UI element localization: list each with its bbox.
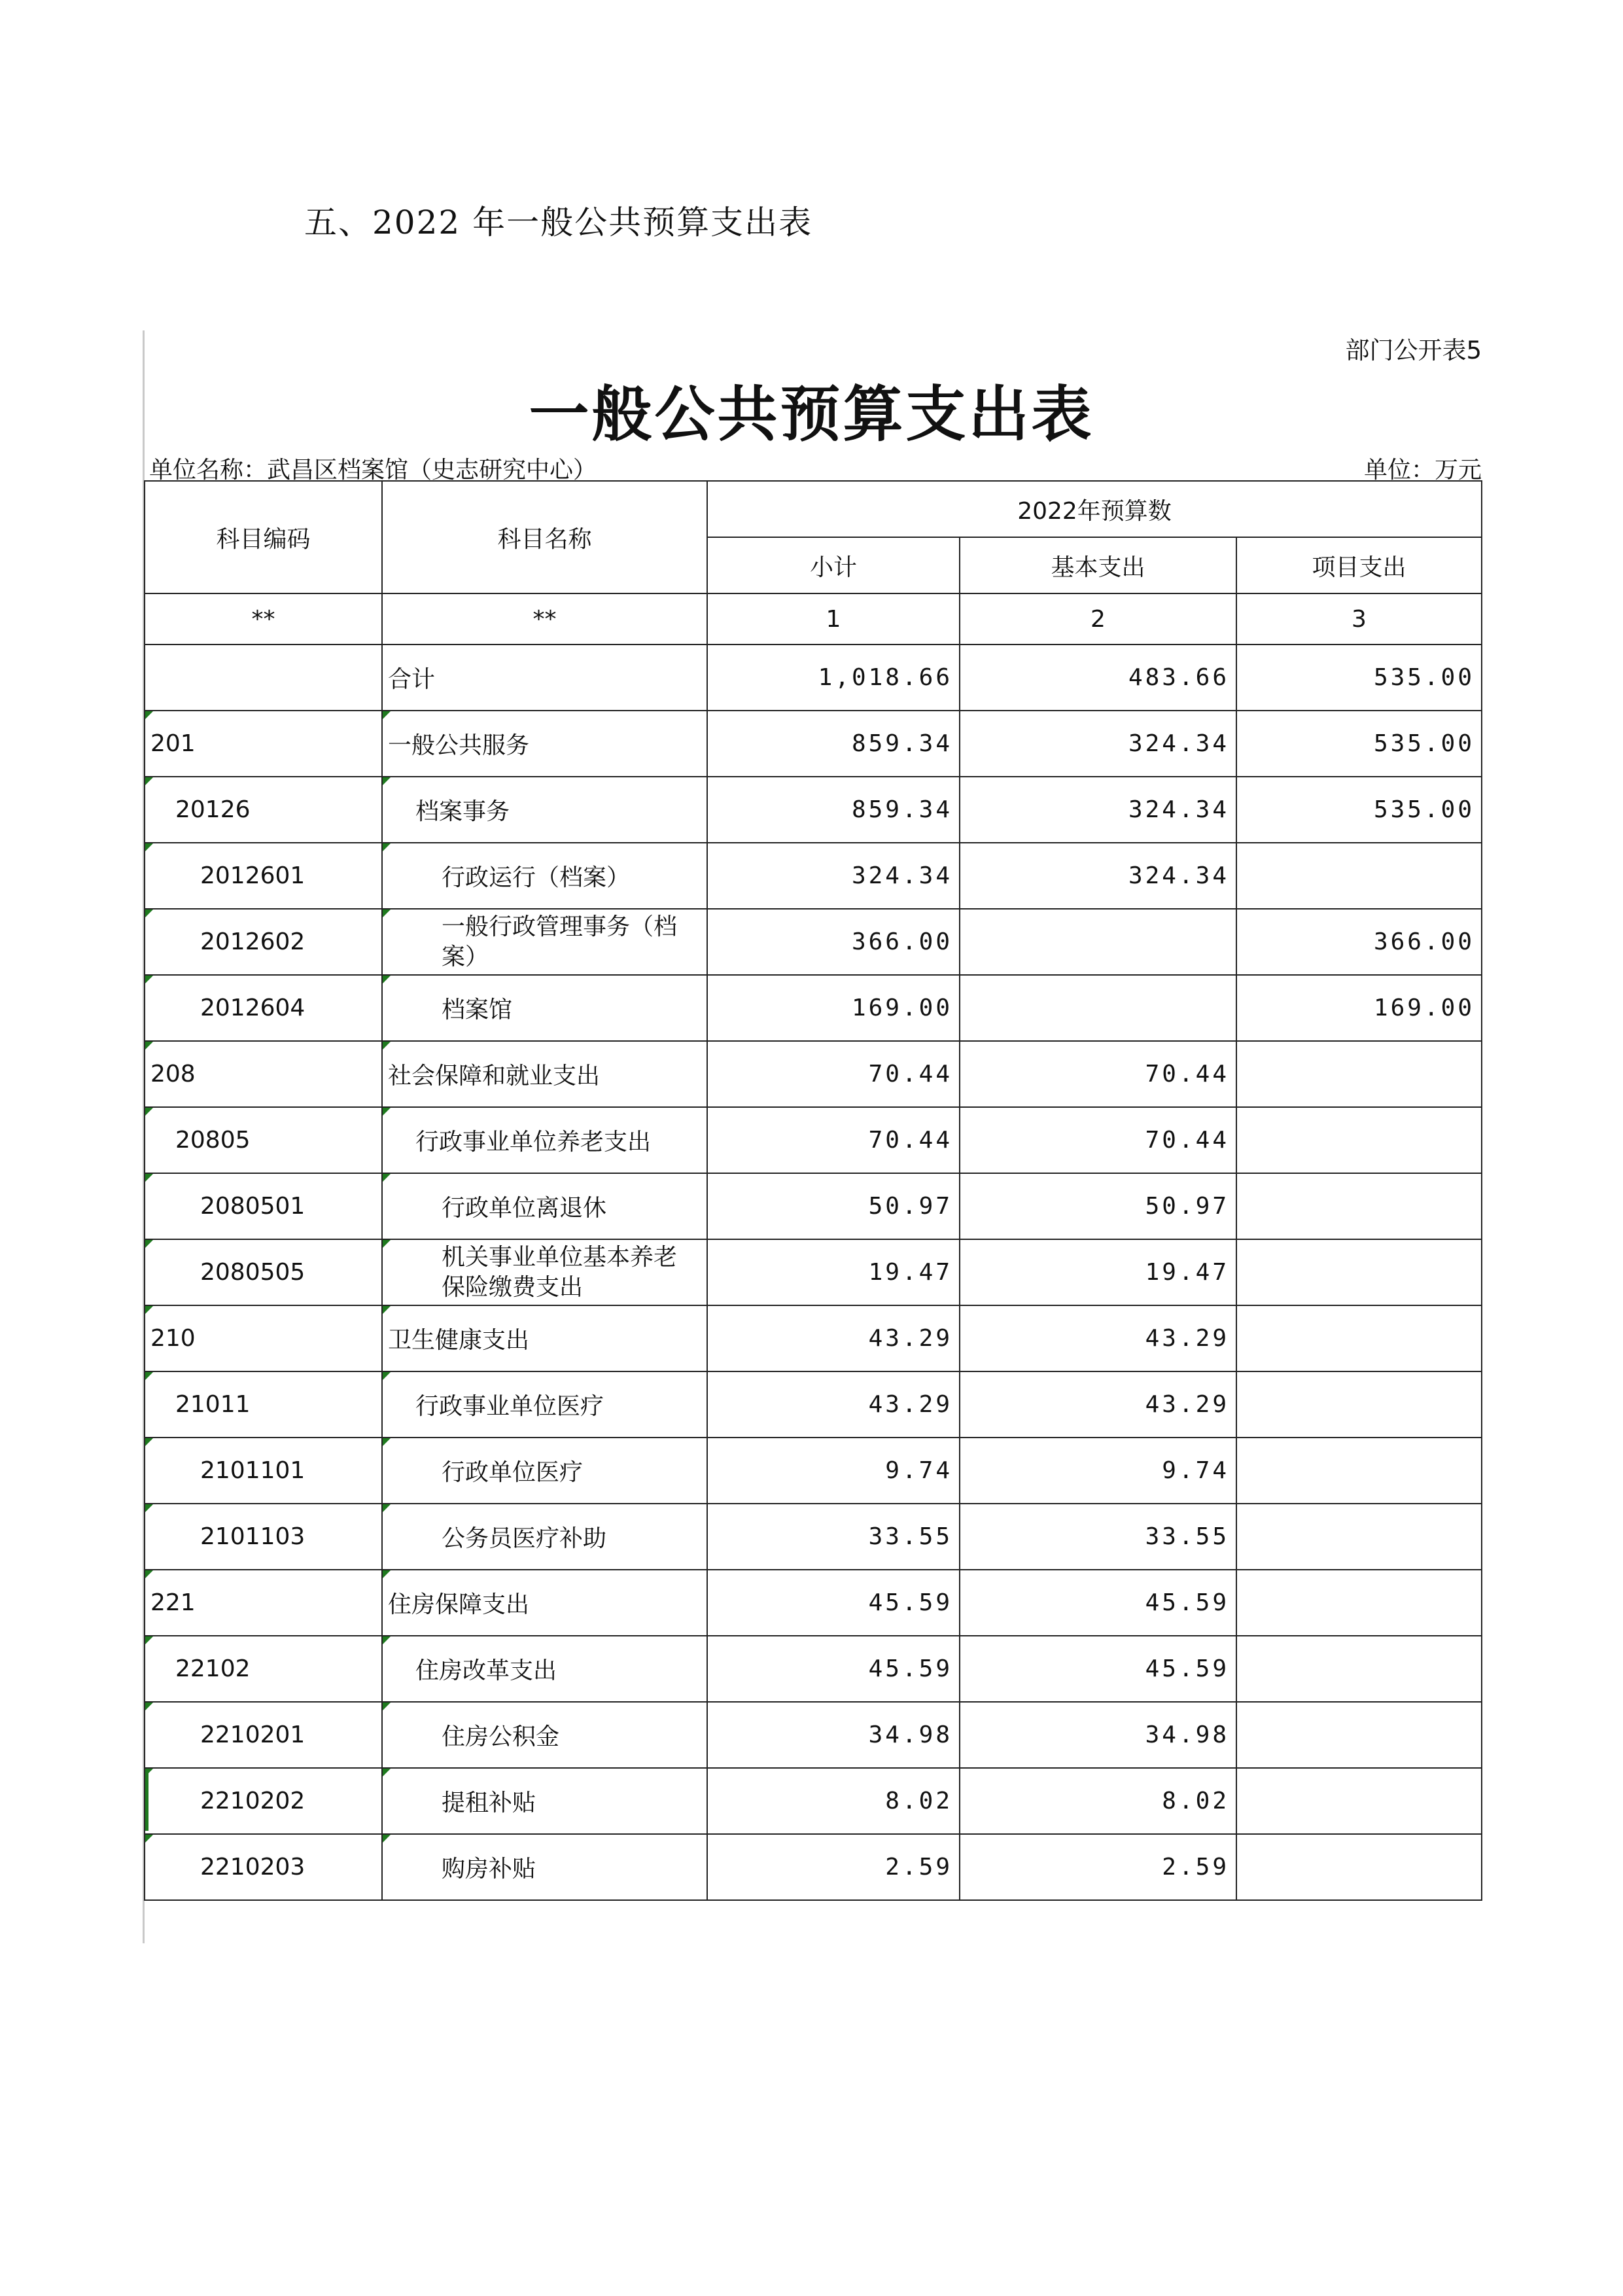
row-code-text: 2101101 [200,1457,305,1484]
row-name[interactable] [382,909,707,975]
row-code-text: 20805 [175,1127,251,1154]
row-subtotal-text: 50.97 [868,1193,952,1220]
row-name[interactable] [382,777,707,843]
row-subtotal[interactable] [707,1636,960,1702]
table-row [145,975,1482,1041]
row-name-text: 提租补贴 [442,1790,536,1816]
row-basic[interactable] [960,1504,1236,1570]
table-row [145,1768,1482,1834]
cell-indicator-icon [145,1042,153,1050]
index-c3: 3 [1236,593,1482,645]
row-name[interactable] [382,975,707,1041]
row-code-text: 2101103 [200,1523,305,1550]
row-basic-text: 324.34 [1128,796,1229,823]
row-project[interactable] [1236,645,1482,711]
row-code-text: 2012602 [200,928,305,955]
row-subtotal[interactable] [707,1305,960,1371]
row-name-text: 购房补贴 [442,1856,536,1882]
row-name[interactable] [382,843,707,909]
row-code-text: 221 [150,1589,196,1616]
row-name[interactable] [382,1305,707,1371]
row-subtotal-text: 45.59 [868,1655,952,1682]
header-project: 项目支出 [1236,537,1482,593]
index-name: ** [382,593,707,645]
row-basic[interactable] [960,1371,1236,1438]
row-subtotal[interactable] [707,1239,960,1305]
table-row [145,1239,1482,1305]
row-subtotal-text: 33.55 [868,1523,952,1550]
row-subtotal[interactable] [707,1438,960,1504]
cell-indicator-icon [383,1306,391,1314]
row-code-text: 2080501 [200,1193,305,1220]
row-project-text: 535.00 [1373,730,1475,757]
row-project[interactable] [1236,1173,1482,1239]
row-subtotal[interactable] [707,645,960,711]
table-row [145,1041,1482,1107]
row-project[interactable] [1236,711,1482,777]
table-row [145,909,1482,975]
cell-indicator-icon [383,1703,391,1710]
row-basic[interactable] [960,1636,1236,1702]
table-row [145,711,1482,777]
table-row [145,1438,1482,1504]
table-row [145,1107,1482,1173]
row-basic[interactable] [960,909,1236,975]
row-name[interactable] [382,1438,707,1504]
row-basic-text: 45.59 [1145,1655,1229,1682]
row-subtotal-text: 34.98 [868,1722,952,1748]
row-name-text: 档案事务 [415,798,510,825]
cell-indicator-icon [383,1042,391,1050]
row-subtotal[interactable] [707,1504,960,1570]
row-code-text: 208 [150,1061,196,1087]
row-subtotal-text: 45.59 [868,1589,952,1616]
row-project[interactable] [1236,843,1482,909]
row-subtotal-text: 859.34 [851,730,952,757]
row-code[interactable] [145,1239,382,1305]
row-code-text: 20126 [175,796,251,823]
row-name[interactable] [382,1371,707,1438]
budget-table [144,480,1482,1901]
table-row [145,1371,1482,1438]
cell-indicator-icon [383,1240,391,1248]
row-basic[interactable] [960,1834,1236,1900]
row-subtotal-text: 324.34 [851,862,952,889]
row-basic[interactable] [960,1305,1236,1371]
cell-indicator-icon [383,777,391,785]
row-code[interactable] [145,1636,382,1702]
row-code-text: 2012604 [200,995,305,1021]
row-subtotal[interactable] [707,1570,960,1636]
row-project-text: 366.00 [1373,928,1475,955]
row-project-text: 535.00 [1373,664,1475,691]
row-basic[interactable] [960,1173,1236,1239]
row-name[interactable] [382,711,707,777]
row-subtotal-text: 43.29 [868,1391,952,1418]
row-code[interactable] [145,1107,382,1173]
row-basic-text: 483.66 [1128,664,1229,691]
row-project-text: 535.00 [1373,796,1475,823]
row-subtotal[interactable] [707,1371,960,1438]
row-code[interactable] [145,909,382,975]
row-code-text: 2080505 [200,1259,305,1286]
row-basic-text: 8.02 [1162,1788,1229,1814]
cell-indicator-icon [383,1372,391,1380]
row-project[interactable] [1236,777,1482,843]
row-name-text: 行政运行（档案） [442,864,631,891]
header-basic: 基本支出 [960,537,1236,593]
table-row [145,843,1482,909]
row-name-text: 机关事业单位基本养老保险缴费支出 [442,1243,678,1301]
row-code[interactable] [145,1305,382,1371]
row-basic-text: 43.29 [1145,1325,1229,1352]
cell-indicator-icon [383,910,391,917]
row-subtotal[interactable] [707,1834,960,1900]
row-basic[interactable] [960,1438,1236,1504]
row-subtotal-text: 19.47 [868,1259,952,1286]
row-name[interactable] [382,1570,707,1636]
cell-indicator-icon [145,1504,153,1512]
table-row [145,1570,1482,1636]
row-subtotal-text: 2.59 [885,1854,952,1881]
row-basic[interactable] [960,1239,1236,1305]
row-basic-text: 9.74 [1162,1457,1229,1484]
row-code-text: 210 [150,1325,196,1352]
row-project[interactable] [1236,1702,1482,1768]
row-name-text: 行政单位离退休 [442,1195,607,1222]
row-basic-text: 19.47 [1145,1259,1229,1286]
row-name[interactable] [382,1768,707,1834]
row-subtotal[interactable] [707,1041,960,1107]
cell-indicator-icon [145,711,153,719]
unit-label: 单位：万元 [1363,457,1482,484]
row-project[interactable] [1236,975,1482,1041]
row-basic-text: 70.44 [1145,1061,1229,1087]
cell-indicator-icon [145,1636,153,1644]
row-code[interactable] [145,1768,382,1834]
header-subtotal: 小计 [707,537,960,593]
row-project[interactable] [1236,1834,1482,1900]
cell-indicator-icon [383,843,391,851]
row-basic-text: 33.55 [1145,1523,1229,1550]
row-name-text: 合计 [388,666,436,693]
row-name-text: 住房公积金 [442,1723,560,1750]
row-subtotal[interactable] [707,909,960,975]
row-name[interactable] [382,645,707,711]
row-name-text: 卫生健康支出 [388,1327,530,1354]
row-basic[interactable] [960,645,1236,711]
table-body [145,645,1482,1900]
row-code[interactable] [145,1570,382,1636]
row-code[interactable] [145,975,382,1041]
row-basic[interactable] [960,843,1236,909]
cell-indicator-icon [383,1835,391,1843]
table-row [145,1173,1482,1239]
row-name-text: 档案馆 [442,997,513,1023]
row-subtotal-text: 1,018.66 [818,664,952,691]
row-project-text: 169.00 [1373,995,1475,1021]
row-project[interactable] [1236,1768,1482,1834]
cell-indicator-icon [383,1174,391,1182]
row-basic[interactable] [960,1768,1236,1834]
row-name[interactable] [382,1173,707,1239]
cell-indicator-icon [145,1240,153,1248]
cell-indicator-icon [145,1174,153,1182]
cell-indicator-icon [145,976,153,983]
section-heading: 五、2022 年一般公共预算支出表 [304,203,813,241]
row-basic-text: 324.34 [1128,730,1229,757]
row-project[interactable] [1236,1636,1482,1702]
row-code[interactable] [145,1041,382,1107]
table-row [145,1702,1482,1768]
header-code: 科目编码 [145,481,382,593]
cell-indicator-icon [383,1570,391,1578]
cell-indicator-icon [145,1703,153,1710]
row-name-text: 行政单位医疗 [442,1459,584,1486]
table-row [145,1834,1482,1900]
row-basic-text: 2.59 [1162,1854,1229,1881]
row-project[interactable] [1236,909,1482,975]
cell-indicator-icon [383,1438,391,1446]
cell-indicator-icon [145,1835,153,1843]
row-code[interactable] [145,645,382,711]
index-code: ** [145,593,382,645]
cell-indicator-icon [145,1108,153,1116]
cell-indicator-icon [145,843,153,851]
row-name-text: 公务员医疗补助 [442,1525,607,1552]
row-basic-text: 324.34 [1128,862,1229,889]
row-code-text: 22102 [175,1655,251,1682]
row-name-text: 行政事业单位医疗 [415,1393,604,1420]
row-name-text: 行政事业单位养老支出 [415,1129,652,1156]
row-name-text: 住房改革支出 [415,1657,557,1684]
row-subtotal[interactable] [707,975,960,1041]
row-code-text: 2210203 [200,1854,305,1881]
row-basic[interactable] [960,1041,1236,1107]
row-project[interactable] [1236,1041,1482,1107]
cell-indicator-icon [145,1438,153,1446]
row-subtotal-text: 8.02 [885,1788,952,1814]
cell-indicator-icon [383,711,391,719]
table-row [145,1305,1482,1371]
row-code[interactable] [145,1371,382,1438]
row-code[interactable] [145,1438,382,1504]
row-code-text: 201 [150,730,196,757]
row-subtotal[interactable] [707,711,960,777]
row-basic[interactable] [960,975,1236,1041]
row-subtotal[interactable] [707,1107,960,1173]
row-basic-text: 50.97 [1145,1193,1229,1220]
cell-indicator-icon [145,1372,153,1380]
table-row [145,1636,1482,1702]
cell-indicator-icon [145,910,153,917]
row-code-text: 21011 [175,1391,251,1418]
row-basic[interactable] [960,711,1236,777]
row-name[interactable] [382,1239,707,1305]
row-basic[interactable] [960,1107,1236,1173]
header-name: 科目名称 [382,481,707,593]
row-subtotal[interactable] [707,1173,960,1239]
row-basic-text: 70.44 [1145,1127,1229,1154]
row-name[interactable] [382,1504,707,1570]
row-project[interactable] [1236,1305,1482,1371]
row-basic-text: 34.98 [1145,1722,1229,1748]
row-subtotal-text: 9.74 [885,1457,952,1484]
table-row [145,1504,1482,1570]
row-code-text: 2210201 [200,1722,305,1748]
row-code[interactable] [145,711,382,777]
row-basic[interactable] [960,1702,1236,1768]
row-name-text: 一般公共服务 [388,732,530,759]
row-name-text: 社会保障和就业支出 [388,1063,601,1089]
row-subtotal-text: 70.44 [868,1061,952,1087]
row-code[interactable] [145,1834,382,1900]
cell-indicator-icon [145,777,153,785]
row-code[interactable] [145,1702,382,1768]
row-code-text: 2012601 [200,862,305,889]
unit-name: 单位名称：武昌区档案馆（史志研究中心） [149,457,597,484]
cell-indicator-icon [383,1108,391,1116]
row-subtotal[interactable] [707,843,960,909]
row-project[interactable] [1236,1570,1482,1636]
row-name[interactable] [382,1702,707,1768]
row-code[interactable] [145,1173,382,1239]
row-basic[interactable] [960,1570,1236,1636]
table-row [145,777,1482,843]
header-budget-group: 2022年预算数 [707,481,1482,537]
index-c2: 2 [960,593,1236,645]
row-project[interactable] [1236,1107,1482,1173]
table-title: 一般公共预算支出表 [529,379,1094,450]
row-project[interactable] [1236,1371,1482,1438]
cell-indicator-icon [383,1636,391,1644]
row-subtotal-text: 366.00 [851,928,952,955]
row-subtotal-text: 43.29 [868,1325,952,1352]
row-name[interactable] [382,1041,707,1107]
row-name-text: 一般行政管理事务（档案） [442,913,678,970]
row-subtotal[interactable] [707,777,960,843]
row-project[interactable] [1236,1438,1482,1504]
selection-marker [145,1771,148,1831]
table-row [145,645,1482,711]
row-code[interactable] [145,843,382,909]
row-subtotal[interactable] [707,1768,960,1834]
index-c1: 1 [707,593,960,645]
cell-indicator-icon [383,1769,391,1776]
unit-info-row [149,451,1482,484]
row-code[interactable] [145,777,382,843]
cell-indicator-icon [145,1306,153,1314]
row-subtotal-text: 859.34 [851,796,952,823]
row-basic-text: 43.29 [1145,1391,1229,1418]
row-subtotal-text: 169.00 [851,995,952,1021]
row-code-text: 2210202 [200,1788,305,1814]
row-name[interactable] [382,1107,707,1173]
row-name[interactable] [382,1834,707,1900]
row-project[interactable] [1236,1239,1482,1305]
row-name-text: 住房保障支出 [388,1591,530,1618]
form-number: 部门公开表5 [1345,336,1482,364]
row-code[interactable] [145,1504,382,1570]
cell-indicator-icon [145,1570,153,1578]
row-subtotal[interactable] [707,1702,960,1768]
row-basic-text: 45.59 [1145,1589,1229,1616]
cell-indicator-icon [383,976,391,983]
cell-indicator-icon [383,1504,391,1512]
row-basic[interactable] [960,777,1236,843]
row-name[interactable] [382,1636,707,1702]
row-subtotal-text: 70.44 [868,1127,952,1154]
row-project[interactable] [1236,1504,1482,1570]
